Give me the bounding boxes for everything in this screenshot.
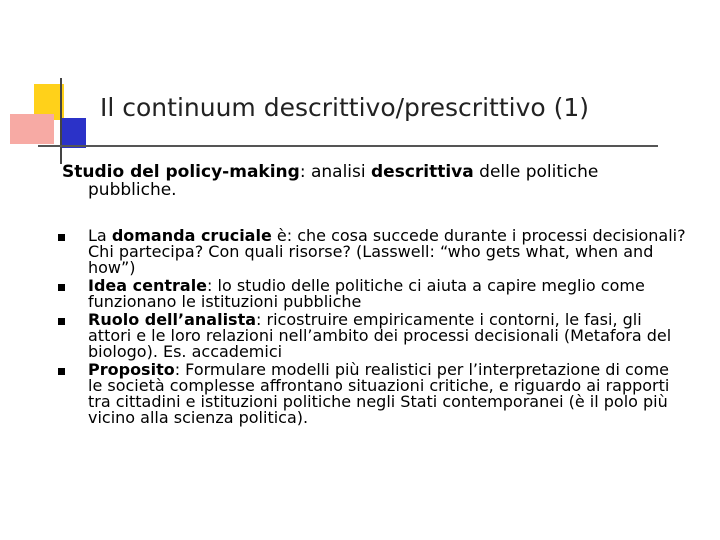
bullet-list bbox=[58, 228, 688, 428]
bullet-square-icon bbox=[58, 284, 65, 291]
bullet-text: La bbox=[88, 226, 112, 245]
bullet-square-icon bbox=[58, 318, 65, 325]
list-item bbox=[58, 312, 688, 360]
intro-text: : analisi bbox=[299, 162, 371, 182]
bullet-bold: Idea centrale bbox=[88, 276, 208, 295]
intro-bold-descrittiva: descrittiva bbox=[371, 162, 474, 182]
bullet-square-icon bbox=[58, 234, 65, 241]
slide-title: Il continuum descrittivo/prescrittivo (1) bbox=[100, 93, 590, 122]
list-item bbox=[58, 362, 688, 426]
bullet-bold: domanda cruciale bbox=[111, 226, 272, 245]
decor-red-square bbox=[10, 114, 54, 144]
bullet-text: : ricostruire empiricamente i contorni, le fasi, gli attori e le loro relazioni nell’ambito dei processi decisionali (Metafora del biologo). Es. accademici bbox=[88, 310, 672, 361]
bullet-bold: Ruolo dell’analista bbox=[88, 310, 257, 329]
intro-bold-term: Studio del policy-making bbox=[62, 162, 300, 182]
bullet-text: è: che cosa succede durante i processi decisionali? Chi partecipa? Con quali risorse? (Lasswell: “who gets what, when and how”) bbox=[88, 226, 686, 277]
bullet-text: : Formulare modelli più realistici per l’interpretazione di come le società complesse affrontano situazioni critiche, e riguardo ai rapporti tra cittadini e istituzioni politiche negli Stati contemporanei (è il polo più vicino alla scienza politica). bbox=[88, 360, 670, 427]
list-item bbox=[58, 278, 688, 310]
intro-paragraph bbox=[62, 163, 662, 199]
intro-continuation: pubbliche. bbox=[88, 180, 177, 200]
list-item bbox=[58, 228, 688, 276]
bullet-bold: Proposito bbox=[88, 360, 175, 379]
intro-text: delle politiche bbox=[473, 162, 599, 182]
bullet-text: : lo studio delle politiche ci aiuta a capire meglio come funzionano le istituzioni pubbliche bbox=[88, 276, 645, 311]
bullet-square-icon bbox=[58, 368, 65, 375]
title-underline bbox=[38, 145, 658, 147]
decor-blue-square bbox=[62, 118, 86, 148]
decor-vertical-line bbox=[60, 78, 62, 164]
